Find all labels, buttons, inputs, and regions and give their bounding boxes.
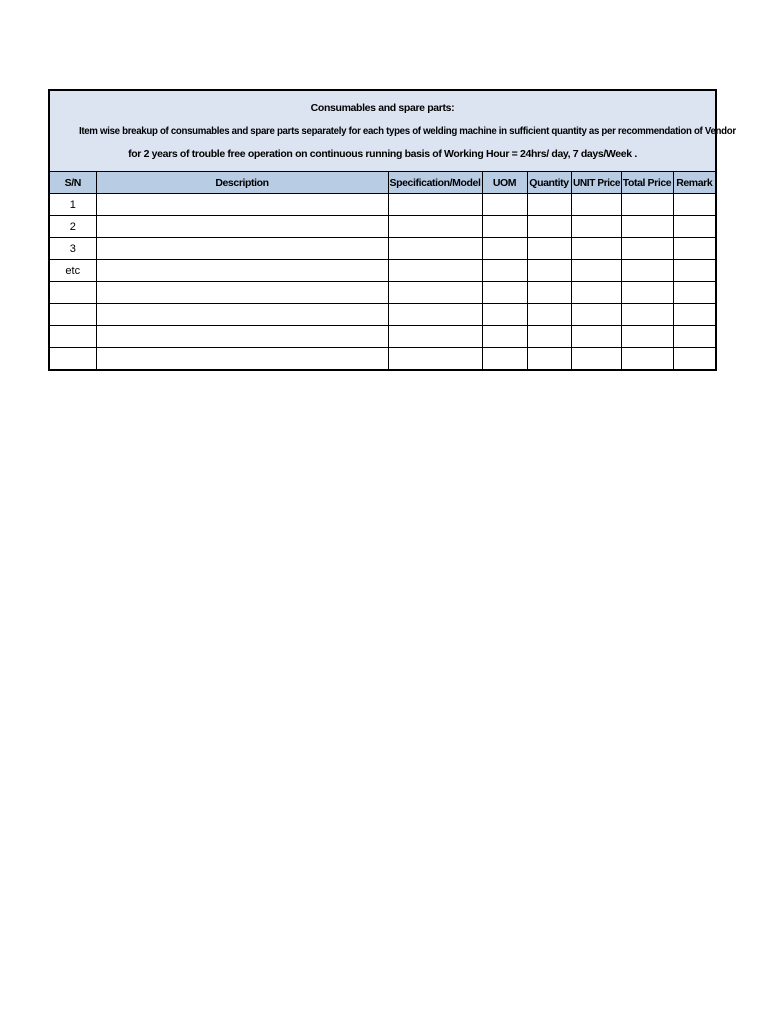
col-header-total-price <box>621 172 673 194</box>
col-header-text: S/N <box>64 176 81 189</box>
sheet-title: Consumables and spare parts: <box>310 102 455 114</box>
col-header-text: Total Price <box>622 176 672 189</box>
col-header-text: Specification/Model <box>389 176 481 189</box>
table-row <box>50 216 715 238</box>
spare-parts-table <box>50 172 715 369</box>
cell-specification[interactable] <box>388 194 482 216</box>
cell-uom[interactable] <box>482 348 527 370</box>
cell-total-price[interactable] <box>621 194 673 216</box>
cell-sn[interactable]: 2 <box>50 216 96 238</box>
sheet-description-line-1: Item wise breakup of consumables and spare parts separately for each types of welding machine in sufficient quantity as per recommendation of Vendor <box>78 125 736 137</box>
cell-quantity[interactable] <box>527 260 571 282</box>
col-header-text: Remark <box>676 176 713 189</box>
cell-description[interactable] <box>96 194 388 216</box>
col-header-text: Quantity <box>529 176 569 189</box>
table-body <box>50 194 715 370</box>
cell-quantity[interactable] <box>527 304 571 326</box>
cell-sn[interactable]: 3 <box>50 238 96 260</box>
cell-uom[interactable] <box>482 326 527 348</box>
cell-description[interactable] <box>96 260 388 282</box>
cell-unit-price[interactable] <box>571 260 621 282</box>
cell-description[interactable] <box>96 326 388 348</box>
col-header-text: UOM <box>492 176 517 189</box>
cell-specification[interactable] <box>388 282 482 304</box>
cell-sn[interactable]: 1 <box>50 194 96 216</box>
sheet-description-line-2: for 2 years of trouble free operation on continuous running basis of Working Hour = 24hrs/ day, 7 days/Week . <box>128 148 637 160</box>
cell-remark[interactable] <box>673 260 715 282</box>
col-header-remark <box>673 172 715 194</box>
cell-sn[interactable]: etc <box>50 260 96 282</box>
cell-specification[interactable] <box>388 260 482 282</box>
cell-description[interactable] <box>96 348 388 370</box>
cell-quantity[interactable] <box>527 348 571 370</box>
table-row <box>50 260 715 282</box>
cell-description[interactable] <box>96 282 388 304</box>
table-row <box>50 304 715 326</box>
cell-specification[interactable] <box>388 326 482 348</box>
column-header-row <box>50 172 715 194</box>
cell-unit-price[interactable] <box>571 304 621 326</box>
cell-specification[interactable] <box>388 216 482 238</box>
cell-quantity[interactable] <box>527 282 571 304</box>
cell-sn[interactable] <box>50 348 96 370</box>
cell-specification[interactable] <box>388 238 482 260</box>
consumables-sheet <box>48 89 736 371</box>
cell-quantity[interactable] <box>527 326 571 348</box>
cell-uom[interactable] <box>482 216 527 238</box>
table-row <box>50 326 715 348</box>
sheet-header <box>50 91 736 172</box>
cell-remark[interactable] <box>673 238 715 260</box>
cell-uom[interactable] <box>482 238 527 260</box>
cell-uom[interactable] <box>482 282 527 304</box>
cell-remark[interactable] <box>673 326 715 348</box>
cell-quantity[interactable] <box>527 216 571 238</box>
col-header-description <box>96 172 388 194</box>
cell-description[interactable] <box>96 238 388 260</box>
col-header-unit-price <box>571 172 621 194</box>
table-row <box>50 348 715 370</box>
cell-total-price[interactable] <box>621 304 673 326</box>
cell-uom[interactable] <box>482 260 527 282</box>
col-header-specification <box>388 172 482 194</box>
cell-unit-price[interactable] <box>571 238 621 260</box>
cell-total-price[interactable] <box>621 282 673 304</box>
cell-unit-price[interactable] <box>571 194 621 216</box>
cell-description[interactable] <box>96 216 388 238</box>
col-header-text: UNIT Price <box>572 176 620 189</box>
cell-uom[interactable] <box>482 304 527 326</box>
cell-total-price[interactable] <box>621 216 673 238</box>
col-header-sn <box>50 172 96 194</box>
cell-specification[interactable] <box>388 304 482 326</box>
table-row <box>50 238 715 260</box>
cell-total-price[interactable] <box>621 238 673 260</box>
cell-sn[interactable] <box>50 282 96 304</box>
table-row <box>50 282 715 304</box>
cell-quantity[interactable] <box>527 194 571 216</box>
cell-specification[interactable] <box>388 348 482 370</box>
cell-unit-price[interactable] <box>571 282 621 304</box>
cell-sn[interactable] <box>50 326 96 348</box>
table-row <box>50 194 715 216</box>
cell-sn[interactable] <box>50 304 96 326</box>
cell-remark[interactable] <box>673 304 715 326</box>
cell-total-price[interactable] <box>621 348 673 370</box>
cell-total-price[interactable] <box>621 260 673 282</box>
cell-unit-price[interactable] <box>571 348 621 370</box>
cell-remark[interactable] <box>673 194 715 216</box>
cell-unit-price[interactable] <box>571 216 621 238</box>
cell-quantity[interactable] <box>527 238 571 260</box>
cell-unit-price[interactable] <box>571 326 621 348</box>
cell-remark[interactable] <box>673 216 715 238</box>
cell-description[interactable] <box>96 304 388 326</box>
cell-total-price[interactable] <box>621 326 673 348</box>
col-header-uom <box>482 172 527 194</box>
cell-uom[interactable] <box>482 194 527 216</box>
cell-remark[interactable] <box>673 282 715 304</box>
col-header-quantity <box>527 172 571 194</box>
cell-remark[interactable] <box>673 348 715 370</box>
col-header-text: Description <box>215 176 269 189</box>
